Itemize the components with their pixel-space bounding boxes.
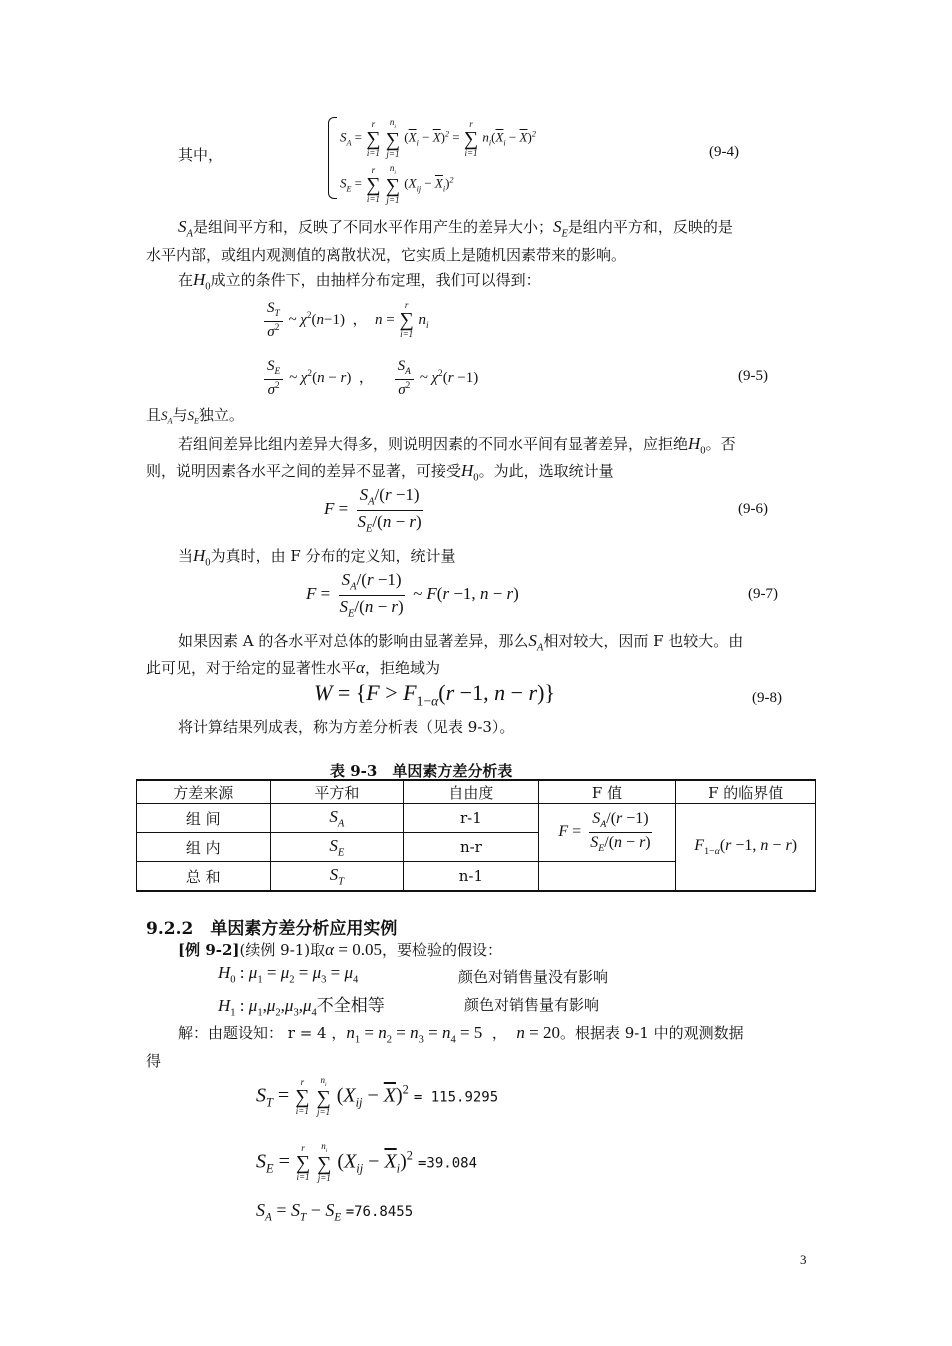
- anova-table: [136, 779, 816, 892]
- paragraph-effect-line2: 此可见，对于给定的显著性水平α，拒绝域为: [146, 658, 440, 677]
- paragraph-table-intro: 将计算结果列成表，称为方差分析表（见表 9-3）。: [178, 718, 515, 736]
- equation-number-9-7: (9-7): [748, 586, 778, 602]
- equation-number-9-8: (9-8): [752, 690, 782, 706]
- table-cell-df: r-1: [404, 804, 539, 833]
- paragraph-reject-line2: 则，说明因素各水平之间的差异不显著，可接受$H_0$。为此，选取统计量: [146, 461, 614, 484]
- table-cell-ss: $S_T$: [270, 862, 404, 892]
- equation-rejection-region: $W = \{F > F_{1-\alpha}(r -1$, n − r)}: [314, 680, 555, 709]
- hypothesis-h1: $H_1$ : $\mu_1,\mu_2,\mu_3,\mu_4$不全相等: [218, 996, 385, 1019]
- equation-se-value: $S_E$ = r ∑ i=1 $n_i$ ∑ j=1 $(X_{ij} - \overline{X}_i)^2 =39.084$: [256, 1141, 478, 1184]
- table-cell-critical-value: $F_{1-\alpha}(r -1$, n − r): [676, 804, 816, 892]
- table-header-cell: 平方和: [270, 780, 404, 804]
- equation-f-statistic: F = $\frac{S_A/(r -1)}{S_E/(n - r)}$: [324, 485, 422, 534]
- hypothesis-h0-note: 颜色对销售量没有影响: [458, 968, 609, 986]
- paragraph-sa-se-line1: $S_A$是组间平方和，反映了不同水平作用产生的差异大小；$S_E$是组内平方和，反映的是: [178, 217, 733, 240]
- table-header-cell: F 的临界值: [676, 780, 816, 804]
- solution-line1: 解：由题设知： r = 4 ，$n_1 = n_2 = n_3 = n_4 = 5$ ， n = 20。根据表 9-1 中的观测数据: [178, 1023, 744, 1046]
- intro-label: 其中，: [178, 146, 224, 164]
- table-row: [137, 804, 816, 833]
- table-caption: 表 9-3 单因素方差分析表: [330, 762, 513, 780]
- equation-st-chi-square: $\frac{S_T}{\sigma^2}$ ~ $\chi^2(n-1)$ ， n = r ∑ i=1 $n_i$: [262, 300, 429, 341]
- table-header-cell: 自由度: [404, 780, 539, 804]
- equation-se-definition: $S_E$ = r ∑ i=1 $n_i$ ∑ j=1 $(X_{ij} - \overline{X}_i)^2$: [340, 163, 454, 206]
- equation-f-distribution: F = $\frac{S_A/(r -1)}{S_E/(n - r)}$ ~ F(r −1, n − r): [306, 570, 519, 619]
- paragraph-effect-line1: 如果因素 A 的各水平对总体的影响由显著差异，那么$S_A$相对较大，因而 F 也较大。由: [178, 631, 744, 654]
- table-cell-f-value-empty: [538, 862, 676, 892]
- paragraph-h0-condition: 在$H_0$成立的条件下，由抽样分布定理，我们可以得到：: [178, 270, 541, 293]
- table-header-cell: 方差来源: [137, 780, 271, 804]
- paragraph-when-true: 当$H_0$为真时，由 F 分布的定义知，统计量: [178, 546, 456, 569]
- table-cell-source: 组 内: [137, 833, 271, 862]
- paragraph-sa-se-line2: 水平内部，或组内观测值的离散状况，它实质上是随机因素带来的影响。: [146, 246, 627, 264]
- equation-se-sa-chi-square: $\frac{S_E}{\sigma^2}$ ~ $\chi^2(n - r)$ ， $\frac{S_A}{\sigma^2}$ ~ $\chi^2(r -1)$: [262, 358, 478, 399]
- table-cell-source: 总 和: [137, 862, 271, 892]
- equation-st-value: $S_T$ = r ∑ i=1 $n_i$ ∑ j=1 $(X_{ij} - \overline{X})^2 = 115.9295$: [256, 1075, 499, 1118]
- equation-sa-value: $S_A = S_T - S_E =76.8455$: [256, 1200, 414, 1224]
- table-header-cell: F 值: [538, 780, 676, 804]
- table-header-row: [137, 780, 816, 804]
- equation-sa-definition: $S_A$ = r ∑ i=1 $n_i$ ∑ j=1 $(\overline{X}_i - \overline{X})^2$ = r ∑ i=1 $n_i(\overline{X}_i - \overline{X})^2$: [340, 117, 536, 160]
- table-cell-ss: $S_A$: [270, 804, 404, 833]
- section-heading: 9.2.2 单因素方差分析应用实例: [146, 919, 398, 939]
- table-cell-df: n-1: [404, 862, 539, 892]
- equation-number-9-4: (9-4): [709, 144, 739, 160]
- paragraph-reject-line1: 若组间差异比组内差异大得多，则说明因素的不同水平间有显著差异，应拒绝$H_0$。否: [178, 434, 736, 457]
- example-intro: [例 9-2](续例 9-1)取α = 0.05，要检验的假设：: [178, 940, 502, 959]
- paragraph-independence: 且$S_A$与$S_E$独立。: [146, 406, 244, 426]
- table-cell-df: n-r: [404, 833, 539, 862]
- system-brace: [328, 117, 337, 199]
- equation-number-9-6: (9-6): [738, 501, 768, 517]
- hypothesis-h1-note: 颜色对销售量有影响: [464, 996, 600, 1014]
- page-number: 3: [800, 1252, 807, 1267]
- solution-line2: 得: [146, 1052, 162, 1070]
- table-cell-ss: $S_E$: [270, 833, 404, 862]
- hypothesis-h0: $H_0$ : $\mu_1 = \mu_2 = \mu_3 = \mu_4$: [218, 963, 359, 986]
- equation-number-9-5: (9-5): [738, 368, 768, 384]
- table-cell-f-value: F = $\frac{S_A/(r -1)}{S_E/(n - r)}$: [538, 804, 676, 862]
- table-cell-source: 组 间: [137, 804, 271, 833]
